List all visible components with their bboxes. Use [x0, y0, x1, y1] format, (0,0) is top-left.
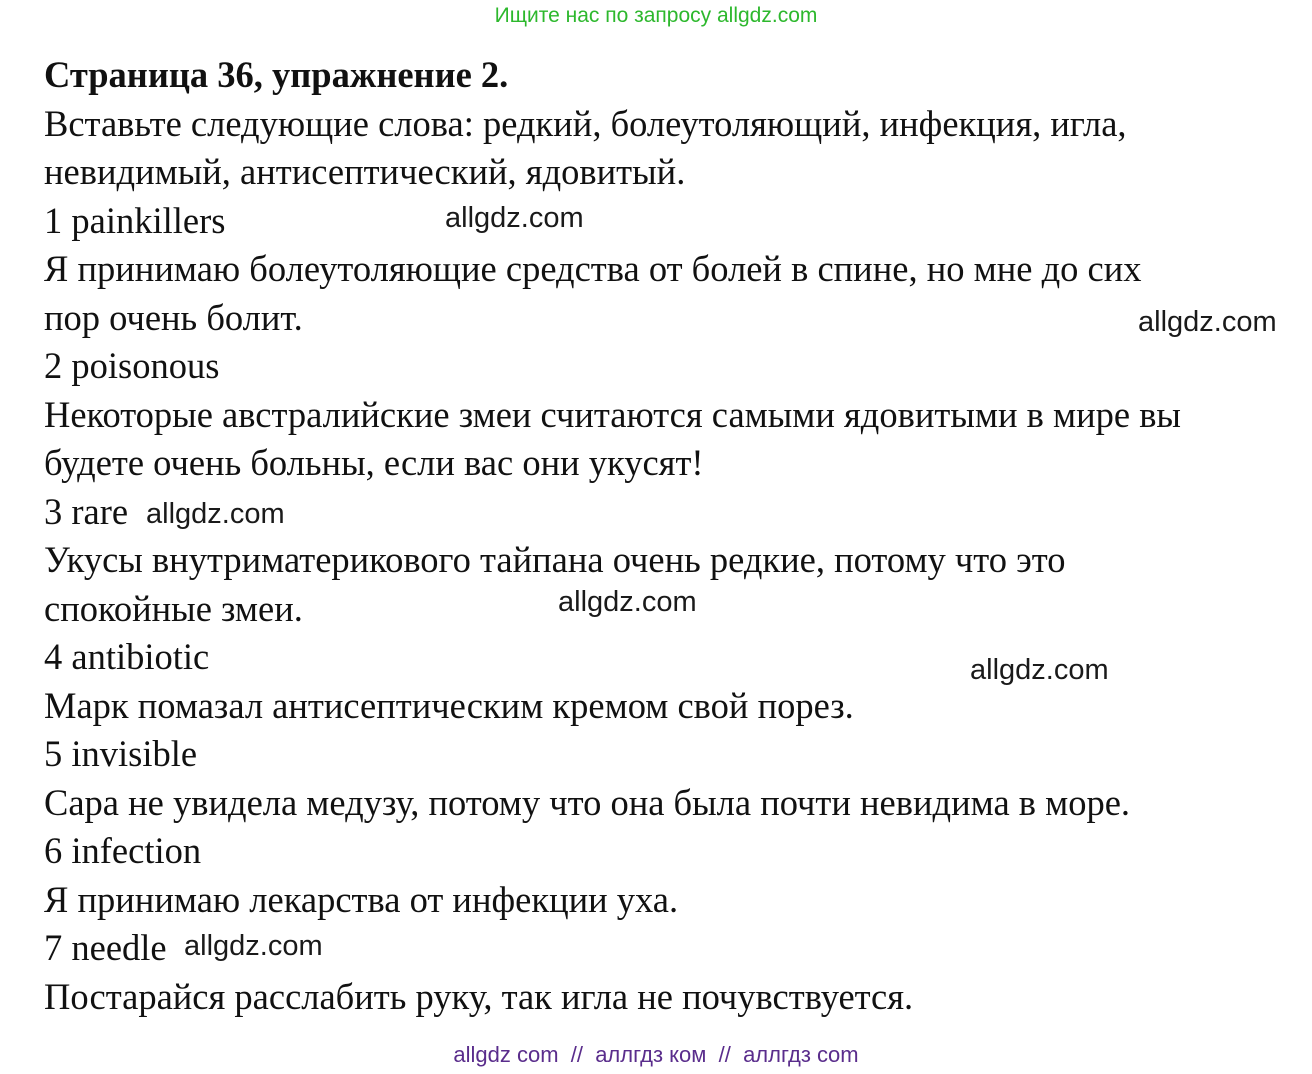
- item-sentence: будете очень больны, если вас они укусят!: [44, 442, 704, 483]
- watermark: allgdz.com: [558, 586, 697, 618]
- item-word: 5 invisible: [44, 733, 198, 774]
- watermark: allgdz.com: [445, 202, 584, 234]
- instruction-line: Вставьте следующие слова: редкий, болеутоляющий, инфекция, игла,: [44, 102, 1127, 144]
- item-sentence: Укусы внутриматерикового тайпана очень редкие, потому что это: [44, 539, 1066, 580]
- watermark: allgdz.com: [970, 654, 1109, 686]
- footer-links: allgdz com // аллгдз ком // аллгдз com: [453, 1042, 859, 1067]
- item-word: 6 infection: [44, 830, 202, 871]
- page-title: Страница 36, упражнение 2.: [44, 54, 509, 95]
- top-banner: Ищите нас по запросу allgdz.com: [494, 4, 818, 27]
- watermark: allgdz.com: [146, 498, 285, 530]
- item-word: 1 painkillers: [44, 199, 226, 241]
- item-word: 7 needle: [44, 927, 167, 968]
- exercise-content: [44, 51, 1284, 1021]
- item-sentence: Сара не увидела медузу, потому что она была почти невидима в море.: [44, 781, 1131, 823]
- item-word: 4 antibiotic: [44, 636, 210, 677]
- item-word: 2 poisonous: [44, 345, 220, 386]
- watermark: allgdz.com: [184, 930, 323, 962]
- item-word: 3 rare: [44, 490, 129, 532]
- item-sentence: Постарайся расслабить руку, так игла не почувствуется.: [44, 975, 914, 1017]
- item-sentence: Марк помазал антисептическим кремом свой порез.: [44, 684, 854, 726]
- item-sentence: спокойные змеи.: [44, 587, 303, 629]
- watermark: allgdz.com: [1138, 306, 1277, 338]
- item-sentence: Я принимаю лекарства от инфекции уха.: [44, 878, 679, 920]
- item-sentence: пор очень болит.: [44, 296, 303, 338]
- item-sentence: Я принимаю болеутоляющие средства от болей в спине, но мне до сих: [44, 248, 1142, 289]
- item-sentence: Некоторые австралийские змеи считаются самыми ядовитыми в мире вы: [44, 393, 1181, 435]
- instruction-line: невидимый, антисептический, ядовитый.: [44, 151, 686, 192]
